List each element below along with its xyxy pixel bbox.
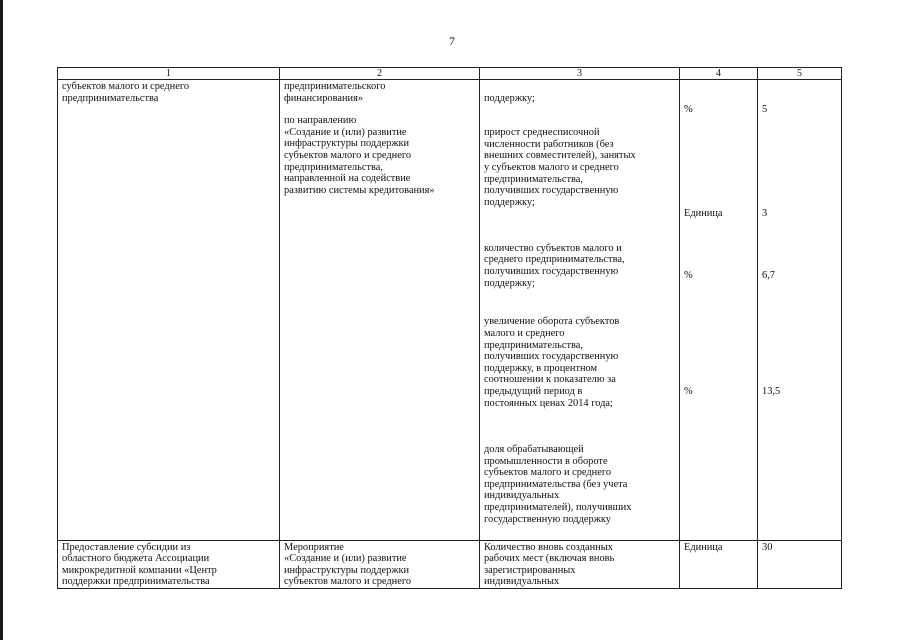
table-row xyxy=(58,80,842,541)
indicators-table xyxy=(57,67,842,589)
table-row xyxy=(58,540,842,588)
value-cell xyxy=(758,80,842,541)
unit-value-1: % xyxy=(684,104,693,115)
indicator-text-3: увеличение оборота субъектов малого и среднего предпринимательства, получивших государственную поддержку, в процентном соотношении к показателю за предыдущий период в постоянных ценах 2014 года; xyxy=(484,316,620,409)
column-header: 1 xyxy=(58,68,280,80)
unit-value-2: Единица xyxy=(684,208,723,219)
column-header: 4 xyxy=(680,68,758,80)
indicator-text-4: доля обрабатывающей промышленности в обороте субъектов малого и среднего предпринимательства (без учета индивидуальных предпринимателей), получивших государственную поддержку xyxy=(484,443,632,525)
value-cell: 30 xyxy=(758,540,842,588)
event-cell xyxy=(280,80,480,541)
unit-cell: Единица xyxy=(680,540,758,588)
column-header: 5 xyxy=(758,68,842,80)
unit-value-3: % xyxy=(684,270,693,281)
indicators-cell: Количество вновь созданных рабочих мест (включая вновь зарегистрированных индивидуальных xyxy=(480,540,680,588)
measure-recipient-cell xyxy=(58,80,280,541)
indicator-text-1: прирост среднесписочной численности работников (без внешних совместителей), занятых у субъектов малого и среднего предпринимательства, получивших государственную поддержку; xyxy=(484,127,636,208)
indicators-cell xyxy=(480,80,680,541)
indicator-lead-text: поддержку; xyxy=(484,92,535,104)
page-number: 7 xyxy=(449,34,455,48)
column-header: 3 xyxy=(480,68,680,80)
event-text-part2: по направлению «Создание и (или) развитие инфраструктуры поддержки субъектов малого и среднего предпринимательства, направленной на содействие развитию системы кредитования» xyxy=(284,115,435,196)
unit-cell xyxy=(680,80,758,541)
indicator-text-2: количество субъектов малого и среднего предпринимательства, получивших государственную поддержку; xyxy=(484,242,625,289)
event-cell: Мероприятие «Создание и (или) развитие инфраструктуры поддержки субъектов малого и среднего xyxy=(280,540,480,588)
unit-value-4: % xyxy=(684,386,693,397)
column-header: 2 xyxy=(280,68,480,80)
target-value-4: 13,5 xyxy=(762,386,781,397)
target-value-1: 5 xyxy=(762,104,768,115)
table-header-row xyxy=(58,68,842,80)
target-value-2: 3 xyxy=(762,208,768,219)
target-value-3: 6,7 xyxy=(762,270,775,281)
recipient-text: субъектов малого и среднего предпринимательства xyxy=(62,81,190,104)
event-text-part1: предпринимательского финансирования» xyxy=(284,81,386,104)
page-left-edge xyxy=(0,0,3,640)
measure-recipient-cell: Предоставление субсидии из областного бюджета Ассоциации микрокредитной компании «Центр поддержки предпринимательства xyxy=(58,540,280,588)
